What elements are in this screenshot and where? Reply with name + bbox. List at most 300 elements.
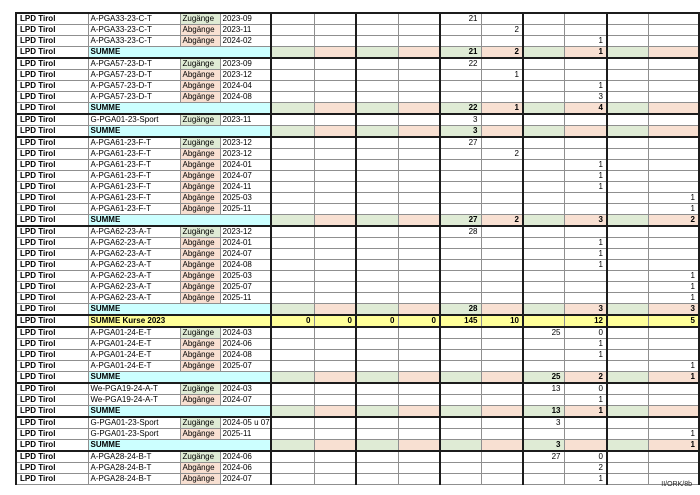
value-cell: 1 (648, 193, 699, 204)
value-cell (440, 406, 481, 418)
value-cell (314, 417, 356, 429)
date-cell: 2024-01 (220, 238, 271, 249)
value-cell (398, 114, 440, 126)
value-cell: 1 (564, 474, 607, 485)
course-movements-table (15, 12, 700, 485)
value-cell (398, 474, 440, 485)
value-cell (271, 372, 314, 384)
org-cell: LPD Tirol (16, 47, 88, 59)
date-cell: 2024-06 (220, 339, 271, 350)
value-cell (398, 293, 440, 304)
value-cell (314, 226, 356, 238)
course-code-cell: G-PGA01-23-Sport (88, 429, 180, 440)
value-cell: 1 (648, 204, 699, 215)
value-cell (356, 339, 398, 350)
course-code-cell: A-PGA28-24-B-T (88, 451, 180, 463)
date-cell: 2024-08 (220, 260, 271, 271)
value-cell (271, 406, 314, 418)
table-row (16, 193, 699, 204)
value-cell (648, 36, 699, 47)
value-cell (271, 215, 314, 227)
value-cell (356, 226, 398, 238)
value-cell: 0 (564, 327, 607, 339)
value-cell: 2 (481, 215, 523, 227)
org-cell: LPD Tirol (16, 226, 88, 238)
value-cell: 3 (523, 417, 564, 429)
value-cell (398, 429, 440, 440)
value-cell (607, 293, 648, 304)
value-cell (314, 215, 356, 227)
value-cell (398, 383, 440, 395)
summary-label-cell: SUMME (88, 440, 271, 452)
course-code-cell: A-PGA61-23-F-T (88, 171, 180, 182)
value-cell: 1 (648, 293, 699, 304)
table-row (16, 271, 699, 282)
value-cell (314, 282, 356, 293)
value-cell (440, 92, 481, 103)
value-cell (314, 395, 356, 406)
table-body (16, 13, 699, 485)
org-cell: LPD Tirol (16, 440, 88, 452)
value-cell (607, 463, 648, 474)
value-cell (271, 463, 314, 474)
value-cell (523, 271, 564, 282)
course-code-cell: A-PGA57-23-D-T (88, 92, 180, 103)
table-row (16, 58, 699, 70)
org-cell: LPD Tirol (16, 361, 88, 372)
value-cell (356, 463, 398, 474)
date-cell: 2024-08 (220, 350, 271, 361)
table-row (16, 137, 699, 149)
abgaenge-type-cell: Abgänge (180, 182, 220, 193)
value-cell (356, 383, 398, 395)
value-cell (481, 463, 523, 474)
value-cell: 1 (564, 182, 607, 193)
abgaenge-type-cell: Abgänge (180, 271, 220, 282)
date-cell: 2024-06 (220, 451, 271, 463)
value-cell (314, 350, 356, 361)
org-cell: LPD Tirol (16, 70, 88, 81)
org-cell: LPD Tirol (16, 304, 88, 316)
value-cell: 1 (648, 429, 699, 440)
value-cell (398, 440, 440, 452)
course-code-cell: A-PGA28-24-B-T (88, 463, 180, 474)
value-cell (271, 440, 314, 452)
value-cell (356, 70, 398, 81)
value-cell (398, 406, 440, 418)
table-row (16, 36, 699, 47)
org-cell: LPD Tirol (16, 395, 88, 406)
value-cell (271, 282, 314, 293)
org-cell: LPD Tirol (16, 126, 88, 138)
org-cell: LPD Tirol (16, 149, 88, 160)
value-cell (356, 204, 398, 215)
date-cell: 2024-03 (220, 327, 271, 339)
table-row (16, 249, 699, 260)
value-cell (523, 160, 564, 171)
value-cell (356, 58, 398, 70)
value-cell (356, 372, 398, 384)
value-cell (314, 451, 356, 463)
org-cell: LPD Tirol (16, 171, 88, 182)
value-cell (314, 25, 356, 36)
value-cell (481, 417, 523, 429)
value-cell (440, 440, 481, 452)
value-cell (607, 25, 648, 36)
value-cell (523, 315, 564, 327)
org-cell: LPD Tirol (16, 81, 88, 92)
value-cell (607, 81, 648, 92)
value-cell (523, 361, 564, 372)
value-cell (607, 383, 648, 395)
value-cell (481, 440, 523, 452)
value-cell (648, 406, 699, 418)
course-code-cell: A-PGA61-23-F-T (88, 182, 180, 193)
org-cell: LPD Tirol (16, 327, 88, 339)
value-cell (356, 81, 398, 92)
summary-label-cell: SUMME (88, 372, 271, 384)
value-cell (607, 103, 648, 115)
value-cell (356, 25, 398, 36)
value-cell: 0 (564, 383, 607, 395)
value-cell (271, 103, 314, 115)
course-code-cell: A-PGA62-23-A-T (88, 226, 180, 238)
value-cell: 3 (440, 114, 481, 126)
value-cell (523, 182, 564, 193)
course-code-cell: A-PGA33-23-C-T (88, 13, 180, 25)
course-code-cell: A-PGA61-23-F-T (88, 160, 180, 171)
value-cell (314, 361, 356, 372)
value-cell (398, 260, 440, 271)
date-cell: 2023-09 (220, 13, 271, 25)
value-cell (398, 70, 440, 81)
value-cell (398, 171, 440, 182)
value-cell (398, 47, 440, 59)
abgaenge-type-cell: Abgänge (180, 36, 220, 47)
value-cell (564, 361, 607, 372)
value-cell: 3 (523, 440, 564, 452)
value-cell: 25 (523, 372, 564, 384)
value-cell (356, 429, 398, 440)
abgaenge-type-cell: Abgänge (180, 361, 220, 372)
value-cell (356, 327, 398, 339)
value-cell (271, 193, 314, 204)
value-cell (523, 215, 564, 227)
value-cell (271, 327, 314, 339)
value-cell (607, 429, 648, 440)
value-cell (356, 171, 398, 182)
value-cell (314, 36, 356, 47)
value-cell: 28 (440, 226, 481, 238)
table-row (16, 92, 699, 103)
value-cell (356, 103, 398, 115)
value-cell (271, 137, 314, 149)
org-cell: LPD Tirol (16, 383, 88, 395)
value-cell (271, 238, 314, 249)
value-cell (440, 182, 481, 193)
summary-label-cell: SUMME (88, 47, 271, 59)
table-row (16, 417, 699, 429)
summary-label-cell: SUMME (88, 304, 271, 316)
course-code-cell: We-PGA19-24-A-T (88, 383, 180, 395)
course-code-cell: A-PGA62-23-A-T (88, 249, 180, 260)
value-cell: 5 (648, 315, 699, 327)
zugaenge-type-cell: Zugänge (180, 327, 220, 339)
value-cell (314, 271, 356, 282)
date-cell: 2023-12 (220, 149, 271, 160)
date-cell: 2024-04 (220, 81, 271, 92)
value-cell: 1 (648, 361, 699, 372)
value-cell (440, 282, 481, 293)
value-cell (607, 327, 648, 339)
value-cell (607, 193, 648, 204)
date-cell: 2024-02 (220, 36, 271, 47)
value-cell (398, 92, 440, 103)
value-cell (398, 395, 440, 406)
value-cell (271, 451, 314, 463)
abgaenge-type-cell: Abgänge (180, 463, 220, 474)
value-cell (398, 339, 440, 350)
value-cell (607, 260, 648, 271)
date-cell: 2025-03 (220, 193, 271, 204)
value-cell (523, 126, 564, 138)
value-cell (481, 395, 523, 406)
value-cell (314, 260, 356, 271)
value-cell: 3 (564, 304, 607, 316)
org-cell: LPD Tirol (16, 315, 88, 327)
value-cell: 1 (564, 238, 607, 249)
value-cell (356, 304, 398, 316)
table-row (16, 13, 699, 25)
zugaenge-type-cell: Zugänge (180, 226, 220, 238)
value-cell (648, 103, 699, 115)
value-cell (314, 429, 356, 440)
value-cell (607, 47, 648, 59)
table-row (16, 25, 699, 36)
org-cell: LPD Tirol (16, 451, 88, 463)
value-cell (398, 13, 440, 25)
value-cell (564, 417, 607, 429)
value-cell (523, 260, 564, 271)
org-cell: LPD Tirol (16, 193, 88, 204)
value-cell (440, 204, 481, 215)
value-cell (481, 114, 523, 126)
value-cell (440, 327, 481, 339)
org-cell: LPD Tirol (16, 406, 88, 418)
value-cell (314, 249, 356, 260)
org-cell: LPD Tirol (16, 350, 88, 361)
table-row (16, 361, 699, 372)
date-cell: 2024-03 (220, 383, 271, 395)
value-cell: 10 (481, 315, 523, 327)
zugaenge-type-cell: Zugänge (180, 58, 220, 70)
org-cell: LPD Tirol (16, 25, 88, 36)
abgaenge-type-cell: Abgänge (180, 92, 220, 103)
abgaenge-type-cell: Abgänge (180, 339, 220, 350)
value-cell: 1 (564, 47, 607, 59)
value-cell (648, 451, 699, 463)
value-cell: 1 (564, 406, 607, 418)
course-code-cell: A-PGA62-23-A-T (88, 238, 180, 249)
value-cell (271, 58, 314, 70)
value-cell (607, 238, 648, 249)
value-cell (398, 160, 440, 171)
value-cell (648, 25, 699, 36)
date-cell: 2023-12 (220, 70, 271, 81)
value-cell (481, 339, 523, 350)
date-cell: 2024-07 (220, 171, 271, 182)
table-row (16, 226, 699, 238)
value-cell (481, 13, 523, 25)
value-cell (271, 182, 314, 193)
value-cell (314, 160, 356, 171)
value-cell (648, 238, 699, 249)
value-cell (356, 13, 398, 25)
value-cell: 2 (481, 47, 523, 59)
value-cell (398, 182, 440, 193)
date-cell: 2023-12 (220, 137, 271, 149)
value-cell (314, 463, 356, 474)
abgaenge-type-cell: Abgänge (180, 282, 220, 293)
value-cell (356, 36, 398, 47)
abgaenge-type-cell: Abgänge (180, 81, 220, 92)
value-cell: 0 (398, 315, 440, 327)
value-cell (523, 474, 564, 485)
value-cell (398, 204, 440, 215)
summary-row (16, 406, 699, 418)
value-cell: 0 (271, 315, 314, 327)
value-cell (398, 282, 440, 293)
table-row (16, 160, 699, 171)
value-cell (481, 372, 523, 384)
value-cell (648, 149, 699, 160)
summary-row (16, 372, 699, 384)
value-cell (440, 361, 481, 372)
date-cell: 2025-11 (220, 429, 271, 440)
value-cell (271, 395, 314, 406)
value-cell: 2 (564, 463, 607, 474)
value-cell (648, 383, 699, 395)
value-cell (648, 137, 699, 149)
value-cell: 1 (564, 36, 607, 47)
value-cell (523, 103, 564, 115)
value-cell (523, 13, 564, 25)
org-cell: LPD Tirol (16, 260, 88, 271)
value-cell (440, 149, 481, 160)
value-cell (607, 171, 648, 182)
value-cell (440, 350, 481, 361)
value-cell (271, 36, 314, 47)
course-code-cell: A-PGA01-24-E-T (88, 350, 180, 361)
value-cell (271, 350, 314, 361)
value-cell (440, 395, 481, 406)
summary-label-cell: SUMME (88, 103, 271, 115)
value-cell (440, 260, 481, 271)
course-code-cell: A-PGA62-23-A-T (88, 260, 180, 271)
value-cell: 2 (648, 215, 699, 227)
course-code-cell: A-PGA61-23-F-T (88, 149, 180, 160)
value-cell (356, 417, 398, 429)
value-cell (607, 215, 648, 227)
value-cell (481, 429, 523, 440)
course-code-cell: A-PGA28-24-B-T (88, 474, 180, 485)
date-cell: 2023-11 (220, 25, 271, 36)
value-cell (271, 81, 314, 92)
value-cell (271, 92, 314, 103)
value-cell (356, 406, 398, 418)
date-cell: 2023-11 (220, 114, 271, 126)
table-row (16, 204, 699, 215)
zugaenge-type-cell: Zugänge (180, 417, 220, 429)
value-cell (314, 171, 356, 182)
table-row (16, 327, 699, 339)
value-cell (271, 260, 314, 271)
value-cell (523, 25, 564, 36)
value-cell (607, 417, 648, 429)
value-cell (398, 81, 440, 92)
value-cell (398, 327, 440, 339)
value-cell (398, 451, 440, 463)
value-cell (607, 451, 648, 463)
date-cell: 2025-11 (220, 293, 271, 304)
value-cell (607, 204, 648, 215)
org-cell: LPD Tirol (16, 238, 88, 249)
value-cell (398, 137, 440, 149)
value-cell: 1 (481, 70, 523, 81)
value-cell (356, 182, 398, 193)
value-cell (440, 238, 481, 249)
value-cell (481, 160, 523, 171)
summary-label-cell: SUMME (88, 126, 271, 138)
value-cell (648, 92, 699, 103)
value-cell (523, 137, 564, 149)
summary-row (16, 215, 699, 227)
date-cell: 2024-07 (220, 474, 271, 485)
date-cell: 2025-07 (220, 282, 271, 293)
value-cell (314, 238, 356, 249)
value-cell (607, 13, 648, 25)
course-code-cell: G-PGA01-23-Sport (88, 114, 180, 126)
value-cell (523, 36, 564, 47)
value-cell (607, 440, 648, 452)
value-cell (271, 249, 314, 260)
value-cell (481, 282, 523, 293)
value-cell (440, 383, 481, 395)
value-cell (398, 226, 440, 238)
value-cell (356, 92, 398, 103)
value-cell: 28 (440, 304, 481, 316)
value-cell (440, 25, 481, 36)
value-cell (481, 238, 523, 249)
value-cell (271, 70, 314, 81)
value-cell (356, 160, 398, 171)
value-cell (398, 463, 440, 474)
value-cell: 1 (648, 271, 699, 282)
value-cell (481, 350, 523, 361)
course-code-cell: A-PGA62-23-A-T (88, 293, 180, 304)
abgaenge-type-cell: Abgänge (180, 238, 220, 249)
value-cell: 1 (564, 249, 607, 260)
course-code-cell: A-PGA33-23-C-T (88, 25, 180, 36)
zugaenge-type-cell: Zugänge (180, 383, 220, 395)
value-cell (481, 193, 523, 204)
value-cell (523, 463, 564, 474)
value-cell (398, 372, 440, 384)
value-cell: 2 (481, 149, 523, 160)
value-cell: 13 (523, 406, 564, 418)
value-cell: 25 (523, 327, 564, 339)
value-cell (314, 440, 356, 452)
